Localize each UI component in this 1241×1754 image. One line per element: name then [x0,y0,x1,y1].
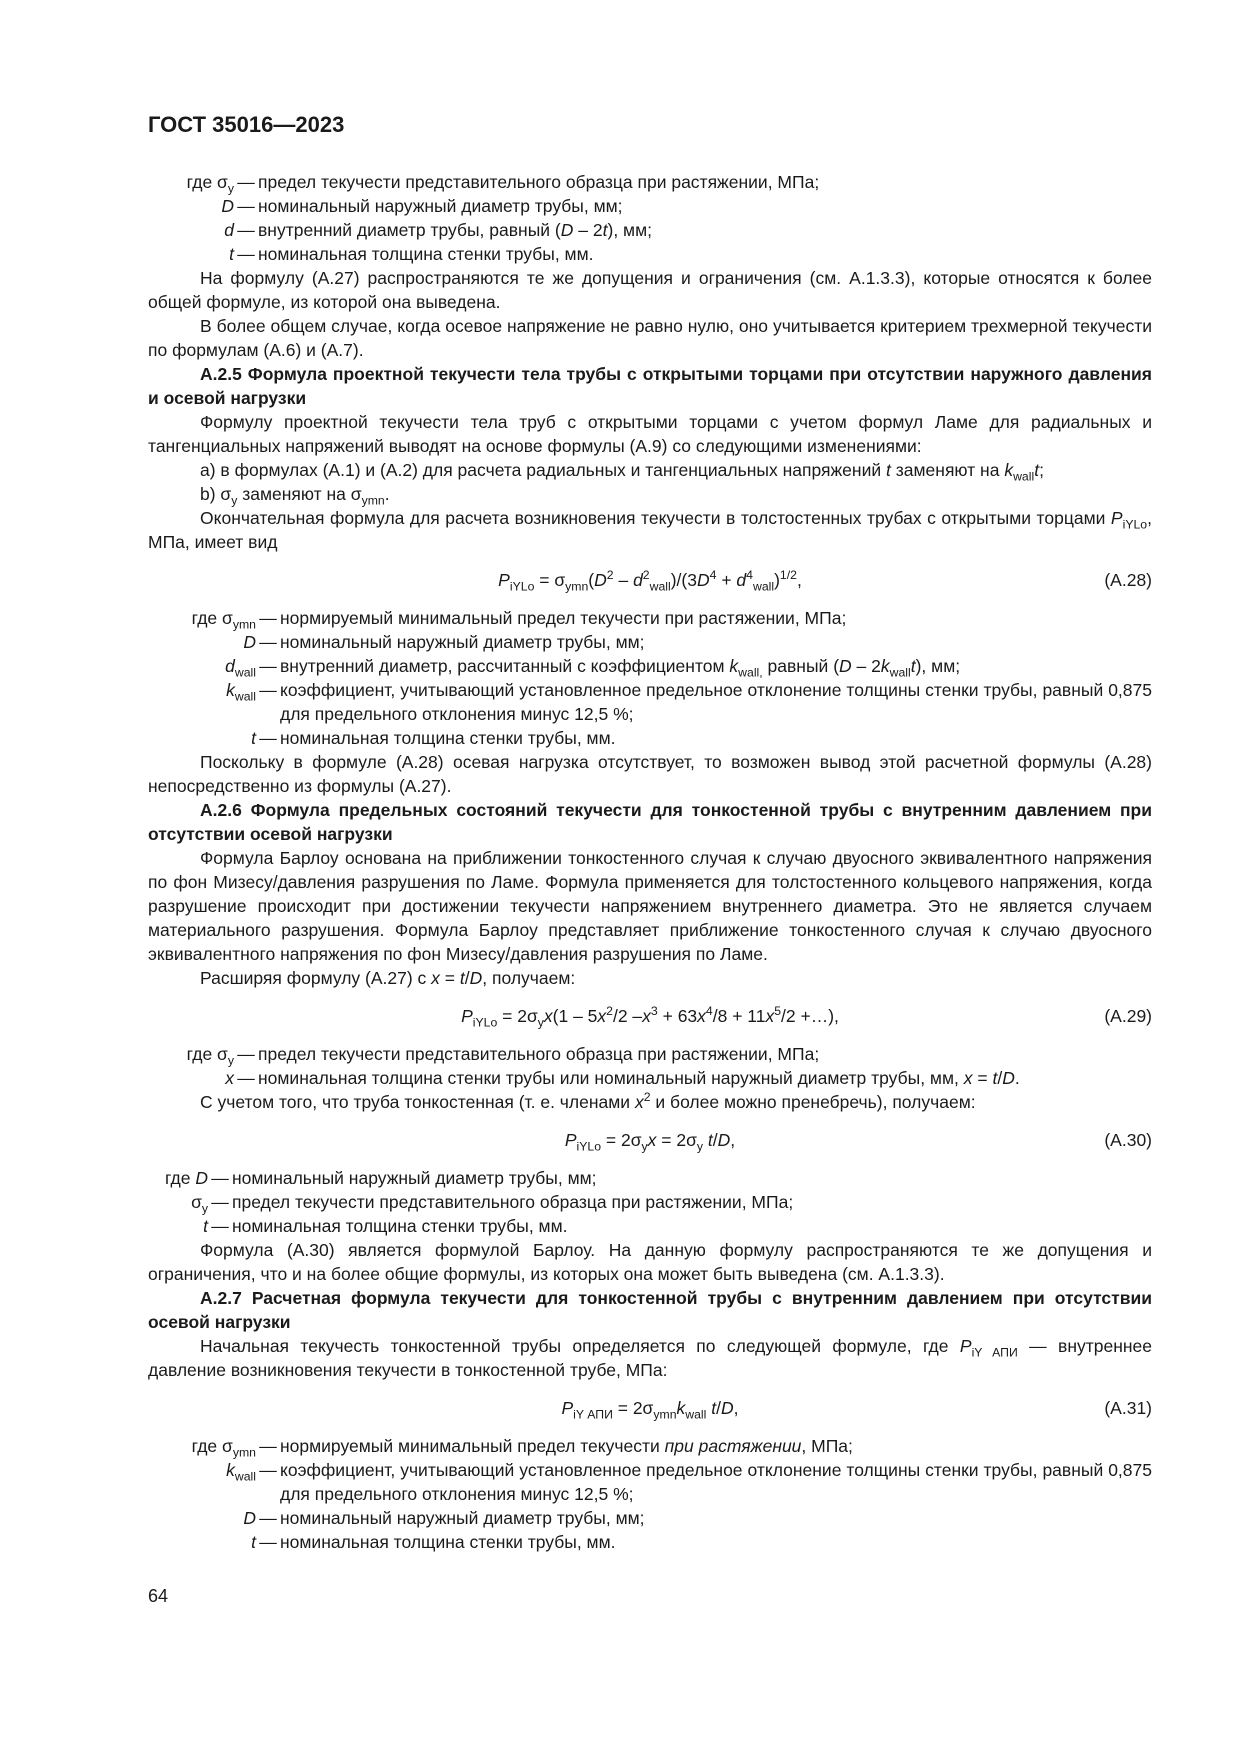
def-text: номинальный наружный диаметр трубы, мм; [258,196,623,216]
def-text: предел текучести представительного образца при растяжении, МПа; [232,1192,794,1212]
def-text: внутренний диаметр, рассчитанный с коэффициентом $k_{wall,}$ равный $(D - 2k_{wall}t)$, мм; [280,656,961,680]
page-number: 64 [148,1586,169,1606]
def-text: предел текучести представительного образца при растяжении, МПа; [258,1044,820,1064]
formula-a28: $P_{iYLo} = \sigma_{ymn}(D^2 - d^2_{wall})/(3D^4 + d^4_{wall})^{1/2}$, (А.28) [148,564,1152,596]
definitions-list: где $\sigma_y$ — предел текучести представительного образца при растяжении, МПа; x — номинальная толщина стенки трубы или номинальный наружный диаметр трубы, мм, x = t/D. [148,1042,1152,1090]
section-heading: А.2.5 Формула проектной текучести тела трубы с открытыми торцами при отсутствии наружного давления и осевой нагрузки [148,364,1152,408]
def-label: d [224,220,234,240]
def-label: где $\sigma_y$ [186,1044,234,1068]
def-text: номинальная толщина стенки трубы, мм. [280,1532,616,1552]
definitions-list: где $\sigma_{ymn}$ — нормируемый минимальный предел текучести при растяжении, МПа; $k_{wall}$ — коэффициент, учитывающий установленное предельное отклонение толщины стенки трубы, равный 0,875 для предельного отклонения минус 12,5 %; D — номинальный наружный диаметр трубы, мм; t — номинальная толщина стенки трубы, мм. [148,1434,1152,1554]
paragraph: Формулу проектной текучести тела труб с открытыми торцами с учетом формул Ламе для радиальных и тангенциальных напряжений выводят на основе формулы (А.9) со следующими изменениями: [148,412,1152,456]
definitions-list: где $\sigma_{ymn}$ — нормируемый минимальный предел текучести при растяжении, МПа; D — номинальный наружный диаметр трубы, мм; $d_{wall}$ — внутренний диаметр, рассчитанный с коэффициентом $k_{wall,}$ равный $(D - 2k_{wall}t)$, мм; $k_{wall}$ — коэффициент, учитывающий установленное предельное отклонение толщины стенки трубы, равный 0,875 для предельного отклонения минус 12,5 %; t — номинальная толщина стенки трубы, мм. [148,606,1152,750]
def-label: $d_{wall}$ [225,656,256,680]
def-label: D [243,1508,256,1528]
def-label: $k_{wall}$ [226,1460,256,1484]
page-body [148,168,1152,1554]
def-text: нормируемый минимальный предел текучести при растяжении, МПа; [280,608,847,628]
def-text: номинальная толщина стенки трубы или номинальный наружный диаметр трубы, мм, x = t/D. [258,1068,1020,1088]
definitions-list: где D — номинальный наружный диаметр трубы, мм; $\sigma_y$ — предел текучести представительного образца при растяжении, МПа; t — номинальная толщина стенки трубы, мм. [148,1166,1152,1238]
def-text: номинальный наружный диаметр трубы, мм; [280,1508,645,1528]
def-text: предел текучести представительного образца при растяжении, МПа; [258,172,820,192]
document-header: ГОСТ 35016—2023 [148,112,345,137]
paragraph: Формула Барлоу основана на приближении тонкостенного случая к случаю двуосного эквивалентного напряжения по фон Мизесу/давления разрушения по Ламе. Формула применяется для толстостенного кольцевого напряжения, когда разрушение происходит при достижении текучести напряжением внутреннего диаметра. Это не является случаем материального разрушения. Формула Барлоу представляет приближение тонкостенного случая к случаю двуосного эквивалентного напряжения по фон Мизесу/давления разрушения по Ламе. [148,848,1152,964]
def-label: t [251,1532,256,1552]
formula-number: (А.31) [1104,1398,1152,1418]
def-label: D [221,196,234,216]
list-item: b) $\sigma_y$ заменяют на $\sigma_{ymn}$. [200,484,390,508]
formula-a30: $P_{iYLo} = 2\sigma_yx = 2\sigma_y$ t/D, (А.30) [148,1124,1152,1156]
def-text: номинальная толщина стенки трубы, мм. [232,1216,568,1236]
paragraph: На формулу (А.27) распространяются те же допущения и ограничения (см. А.1.3.3), которые относятся к более общей формуле, из которой она выведена. [148,268,1152,312]
paragraph: Начальная текучесть тонкостенной трубы определяется по следующей формуле, где $P_{iY АПИ}$ — внутреннее давление возникновения текучести в тонкостенной трубе, МПа: [148,1336,1153,1380]
section-heading: А.2.7 Расчетная формула текучести для тонкостенной трубы с внутренним давлением при отсутствии осевой нагрузки [148,1288,1152,1332]
def-text: нормируемый минимальный предел текучести при растяжении, МПа; [280,1436,853,1456]
def-text: номинальная толщина стенки трубы, мм. [280,728,616,748]
def-label: t [251,728,256,748]
formula-number: (А.29) [1104,1006,1152,1026]
def-text: коэффициент, учитывающий установленное предельное отклонение толщины стенки трубы, равный 0,875 для предельного отклонения минус 12,5 %; [280,680,1152,724]
def-text: номинальный наружный диаметр трубы, мм; [280,632,645,652]
def-text: коэффициент, учитывающий установленное предельное отклонение толщины стенки трубы, равный 0,875 для предельного отклонения минус 12,5 %; [280,1460,1152,1504]
def-label: где $\sigma_{ymn}$ [191,1436,256,1460]
def-text: внутренний диаметр трубы, равный (D – 2t), мм; [258,220,652,240]
def-text: номинальный наружный диаметр трубы, мм; [232,1168,597,1188]
def-text: номинальная толщина стенки трубы, мм. [258,244,594,264]
def-label: $\sigma_y$ [191,1192,208,1216]
def-label: где D [164,1168,208,1188]
definitions-list: где $\sigma_y$ — предел текучести представительного образца при растяжении, МПа; D — номинальный наружный диаметр трубы, мм; d — внутренний диаметр трубы, равный (D – 2t), мм; t — номинальная толщина стенки трубы, мм. [148,170,1152,266]
formula-number: (А.30) [1104,1130,1152,1150]
list-item: a) в формулах (А.1) и (А.2) для расчета радиальных и тангенциальных напряжений t заменяют на $k_{wall}t$; [200,460,1044,484]
def-label: D [243,632,256,652]
paragraph: Поскольку в формуле (А.28) осевая нагрузка отсутствует, то возможен вывод этой расчетной формулы (А.28) непосредственно из формулы (А.27). [148,752,1152,796]
def-label: x [225,1068,234,1088]
def-label: где $\sigma_y$ [186,172,234,196]
formula-a31: $P_{iY АПИ} = 2\sigma_{ymn}k_{wall}$ t/D, (А.31) [148,1392,1152,1424]
formula-number: (А.28) [1104,570,1152,590]
paragraph: Окончательная формула для расчета возникновения текучести в толстостенных трубах с открытыми торцами $P_{iYLo}$, МПа, имеет вид [148,508,1152,552]
def-label: t [229,244,234,264]
paragraph: Расширяя формулу (А.27) с x = t/D, получаем: [200,968,576,988]
paragraph: С учетом того, что труба тонкостенная (т. е. членами $x^2$ и более можно пренебречь), получаем: [200,1090,976,1112]
section-heading: А.2.6 Формула предельных состояний текучести для тонкостенной трубы с внутренним давлением при отсутствии осевой нагрузки [148,800,1152,844]
paragraph: В более общем случае, когда осевое напряжение не равно нулю, оно учитывается критерием трехмерной текучести по формулам (А.6) и (А.7). [148,316,1152,360]
paragraph: Формула (А.30) является формулой Барлоу. На данную формулу распространяются те же допущения и ограничения, что и на более общие формулы, из которых она может быть выведена (см. А.1.3.3). [148,1240,1152,1284]
def-label: t [203,1216,208,1236]
formula-a29: $P_{iYLo} = 2\sigma_yx(1 - 5x^2/2$ $-x^3 + 63x^4/8 + 11x^5/2$ +…), (А.29) [148,1000,1152,1032]
def-label: $k_{wall}$ [226,680,256,704]
def-label: где $\sigma_{ymn}$ [191,608,256,632]
